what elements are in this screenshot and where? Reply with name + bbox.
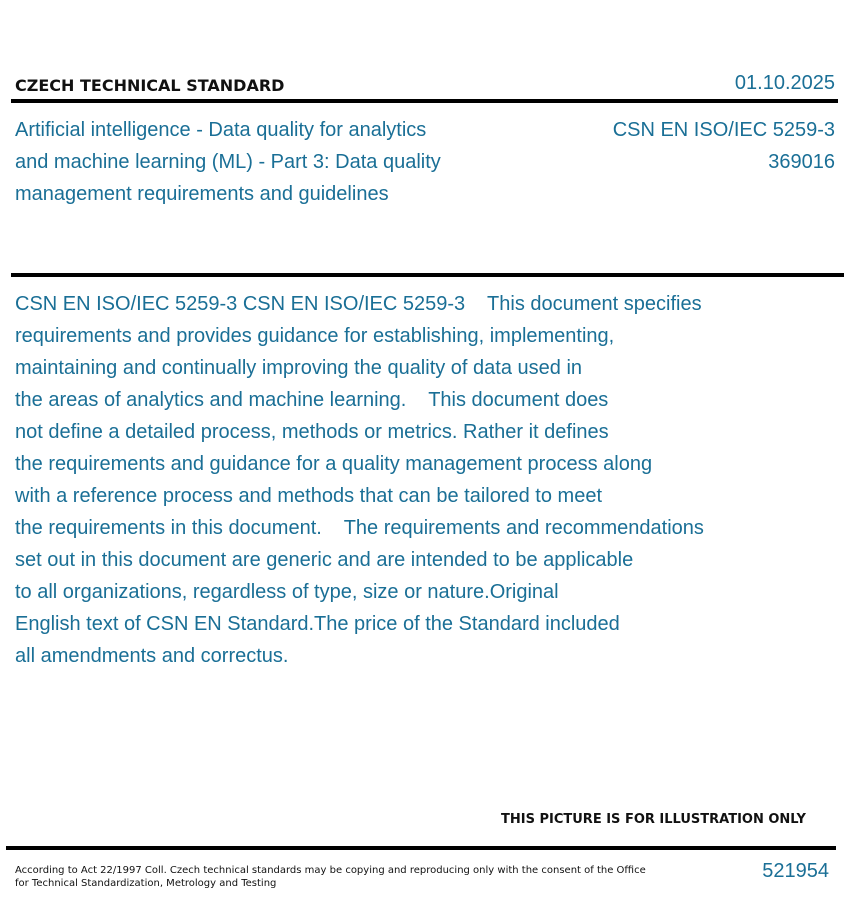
abstract-line: CSN EN ISO/IEC 5259-3 CSN EN ISO/IEC 5259-3 This document specifies	[15, 293, 702, 315]
document-title-line: and machine learning (ML) - Part 3: Data quality	[15, 151, 441, 173]
abstract-line: the requirements in this document. The requirements and recommendations	[15, 517, 704, 539]
legal-notice-line: According to Act 22/1997 Coll. Czech technical standards may be copying and reproducing only with the consent of the Office	[15, 865, 646, 876]
legal-notice-line: for Technical Standardization, Metrology and Testing	[15, 878, 277, 889]
abstract-line: maintaining and continually improving the quality of data used in	[15, 357, 583, 379]
abstract-line: the requirements and guidance for a quality management process along	[15, 453, 653, 475]
abstract-line: requirements and provides guidance for establishing, implementing,	[15, 325, 615, 347]
abstract-line: the areas of analytics and machine learning. This document does	[15, 389, 609, 411]
header-divider	[11, 99, 838, 103]
footer-divider	[6, 846, 836, 850]
abstract-line: with a reference process and methods that can be tailored to meet	[15, 485, 603, 507]
legal-notice	[15, 864, 646, 890]
abstract-line: to all organizations, regardless of type, size or nature.Original	[15, 581, 559, 603]
abstract-line: all amendments and correctus.	[15, 645, 289, 667]
issue-date: 01.10.2025	[734, 72, 835, 94]
document-title-line: management requirements and guidelines	[15, 183, 389, 205]
title-divider	[11, 273, 844, 277]
illustration-disclaimer: THIS PICTURE IS FOR ILLUSTRATION ONLY	[501, 812, 806, 827]
abstract-line: set out in this document are generic and are intended to be applicable	[15, 549, 634, 571]
document-title-line: Artificial intelligence - Data quality for analytics	[15, 119, 427, 141]
document-codes	[613, 114, 835, 178]
document-title	[15, 114, 515, 210]
standard-type-label: CZECH TECHNICAL STANDARD	[15, 76, 285, 95]
catalog-number: 369016	[768, 151, 835, 173]
abstract-line: English text of CSN EN Standard.The price of the Standard included	[15, 613, 620, 635]
abstract-line: not define a detailed process, methods or metrics. Rather it defines	[15, 421, 609, 443]
document-id: 521954	[762, 860, 829, 882]
standard-designation: CSN EN ISO/IEC 5259-3	[612, 119, 835, 141]
abstract-text	[15, 288, 775, 672]
